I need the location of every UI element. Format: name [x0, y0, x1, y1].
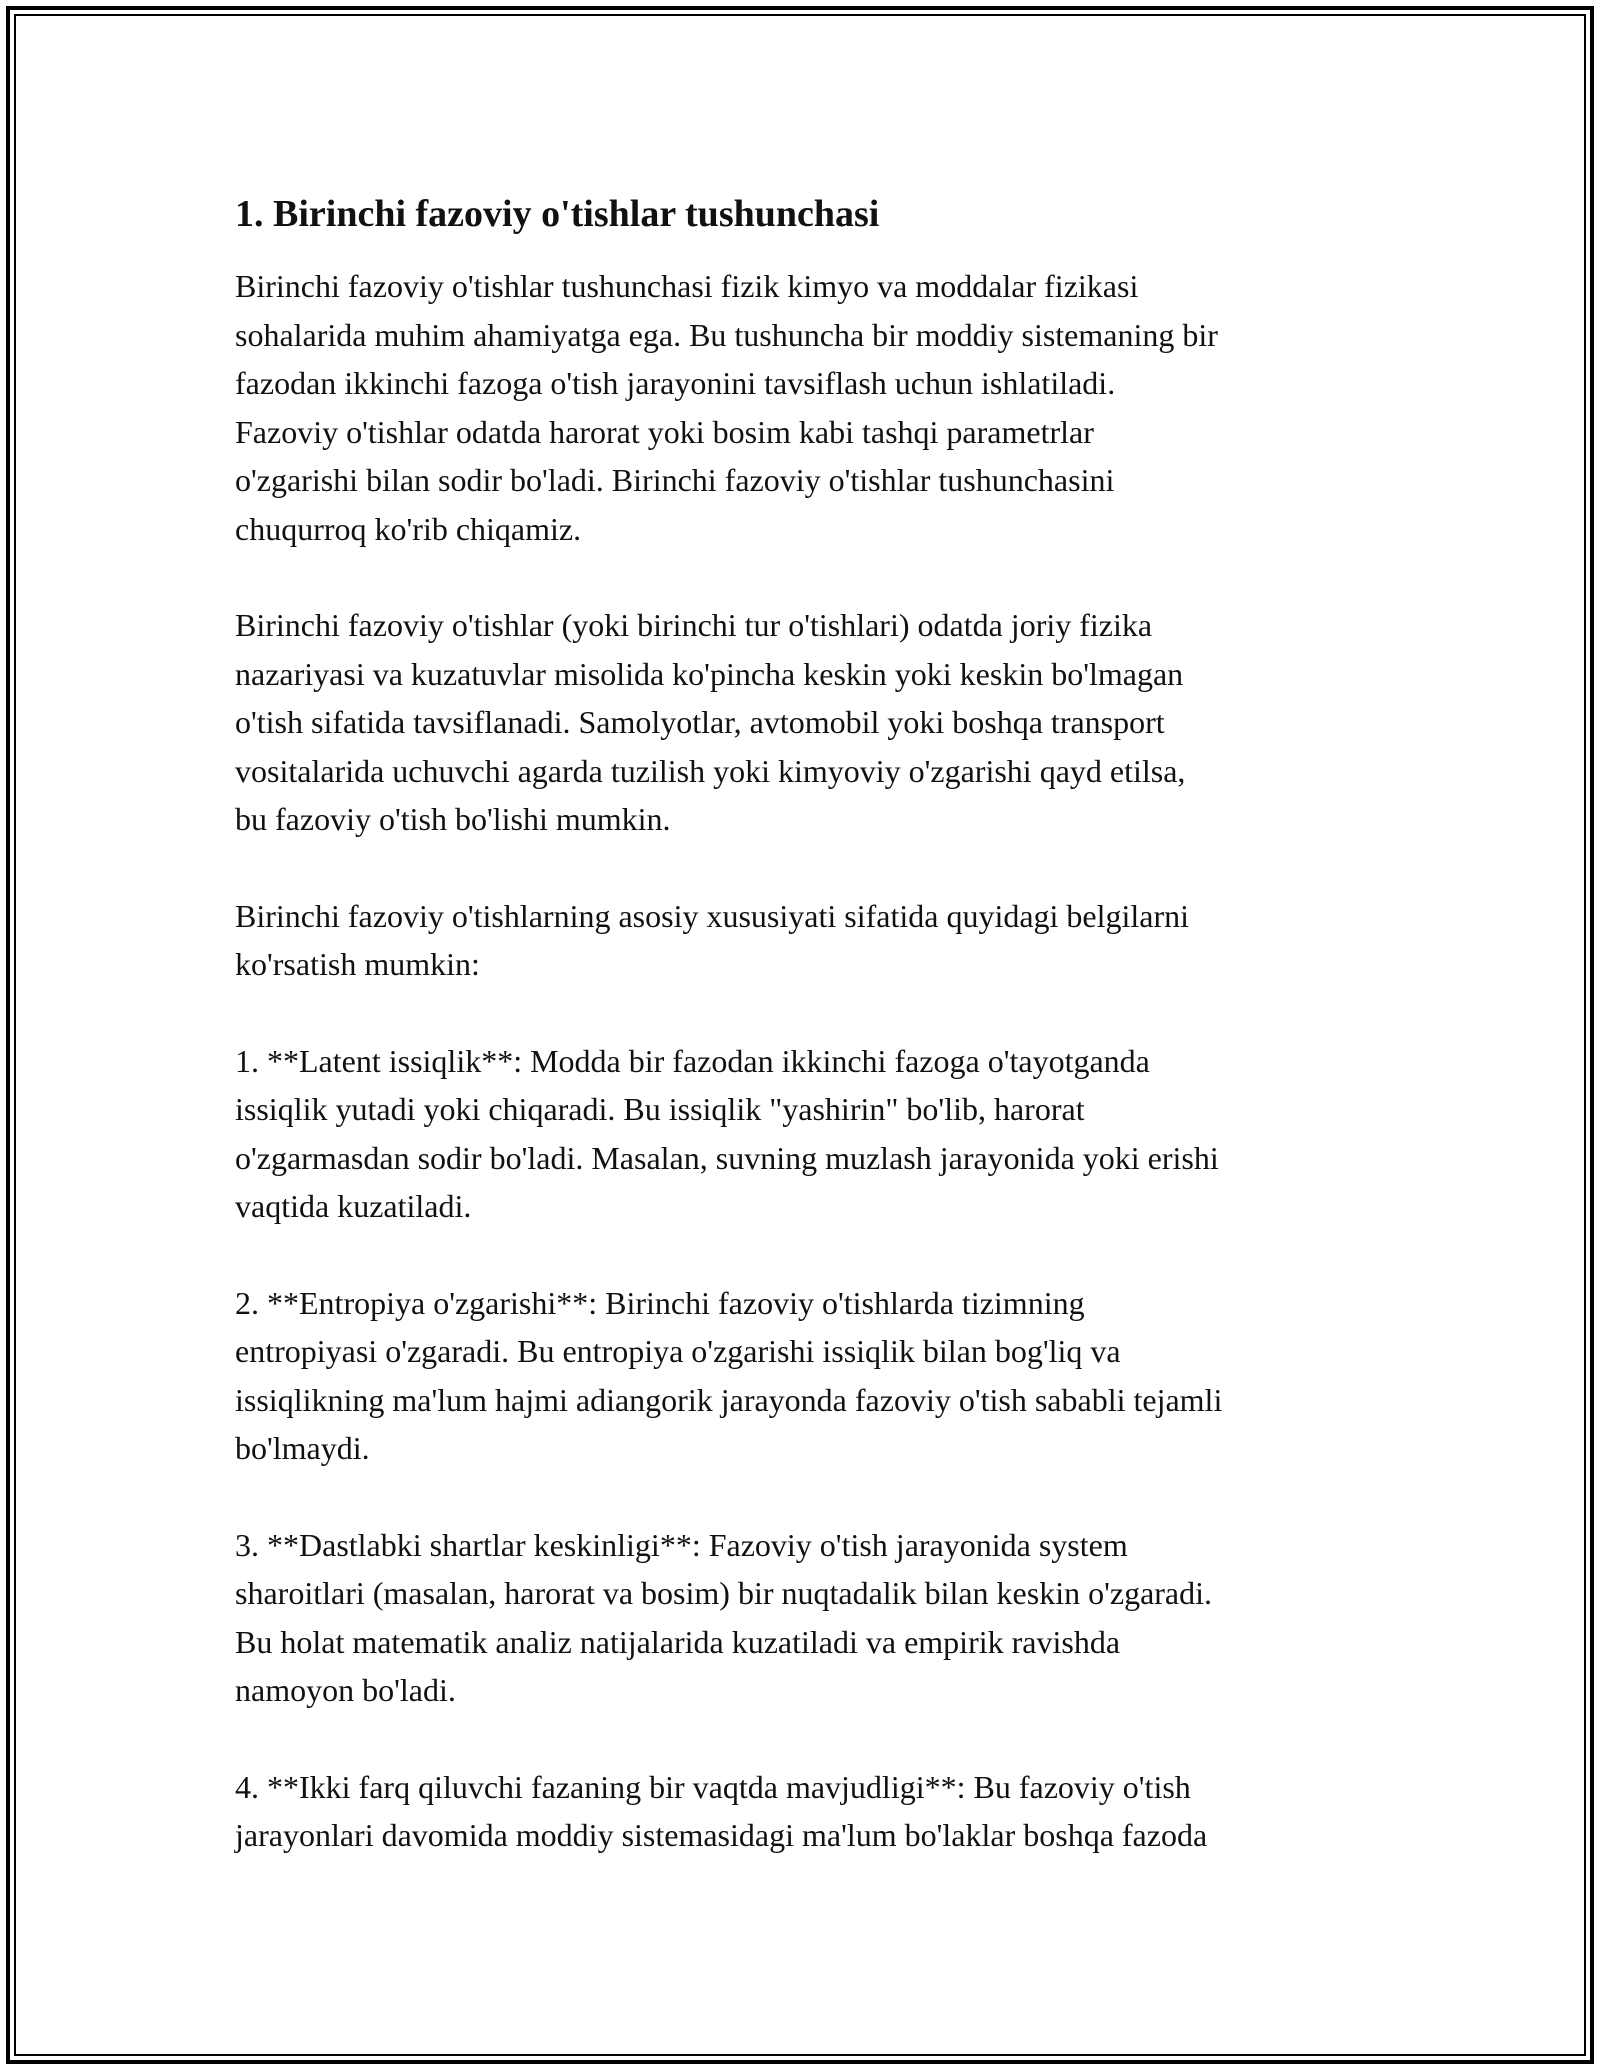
paragraph-main-features: Birinchi fazoviy o'tishlarning asosiy xususiyati sifatida quyidagi belgilarni ko'rsatish mumkin: — [235, 897, 1190, 982]
list-item-latent-heat: 1. **Latent issiqlik**: Modda bir fazodan ikkinchi fazoga o'tayotganda issiqlik yutadi yoki chiqaradi. Bu issiqlik "yashirin" bo'lib, harorat o'zgarmasdan sodir bo'ladi. Masalan, suvning muzlash jarayonida yoki erishi vaqtida kuzatiladi. — [235, 1042, 1219, 1224]
list-item-initial-conditions: 3. **Dastlabki shartlar keskinligi**: Fazoviy o'tish jarayonida system sharoitlari (masalan, harorat va bosim) bir nuqtadalik bilan keskin o'zgaradi. Bu holat matematik analiz natijalarida kuzatiladi va empirik ravishda namoyon bo'ladi. — [235, 1526, 1213, 1708]
document-body — [235, 188, 1375, 1908]
section-heading: 1. Birinchi fazoviy o'tishlar tushunchasi — [235, 193, 880, 235]
paragraph-first-order-transitions: Birinchi fazoviy o'tishlar (yoki birinchi tur o'tishlari) odatda joriy fizika nazariyasi va kuzatuvlar misolida ko'pincha keskin yoki keskin bo'lmagan o'tish sifatida tavsiflanadi. Samolyotlar, avtomobil yoki boshqa transport vositalarida uchuvchi agarda tuzilish yoki kimyoviy o'zgarishi qayd etilsa, bu fazoviy o'tish bo'lishi mumkin. — [235, 607, 1186, 837]
list-item-phase-coexistence: 4. **Ikki farq qiluvchi fazaning bir vaqtda mavjudligi**: Bu fazoviy o'tish jarayonlari davomida moddiy sistemasidagi ma'lum bo'laklar boshqa fazoda — [235, 1768, 1208, 1853]
list-item-entropy-change: 2. **Entropiya o'zgarishi**: Birinchi fazoviy o'tishlarda tizimning entropiyasi o'zgaradi. Bu entropiya o'zgarishi issiqlik bilan bog'liq va issiqlikning ma'lum hajmi adiangorik jarayonda fazoviy o'tish sababli tejamli bo'lmaydi. — [235, 1284, 1223, 1466]
paragraph-intro: Birinchi fazoviy o'tishlar tushunchasi fizik kimyo va moddalar fizikasi sohalarida muhim ahamiyatga ega. Bu tushuncha bir moddiy sistemaning bir fazodan ikkinchi fazoga o'tish jarayonini tavsiflash uchun ishlatiladi. Fazoviy o'tishlar odatda harorat yoki bosim kabi tashqi parametrlar o'zgarishi bilan sodir bo'ladi. Birinchi fazoviy o'tishlar tushunchasini chuqurroq ko'rib chiqamiz. — [235, 268, 1218, 547]
